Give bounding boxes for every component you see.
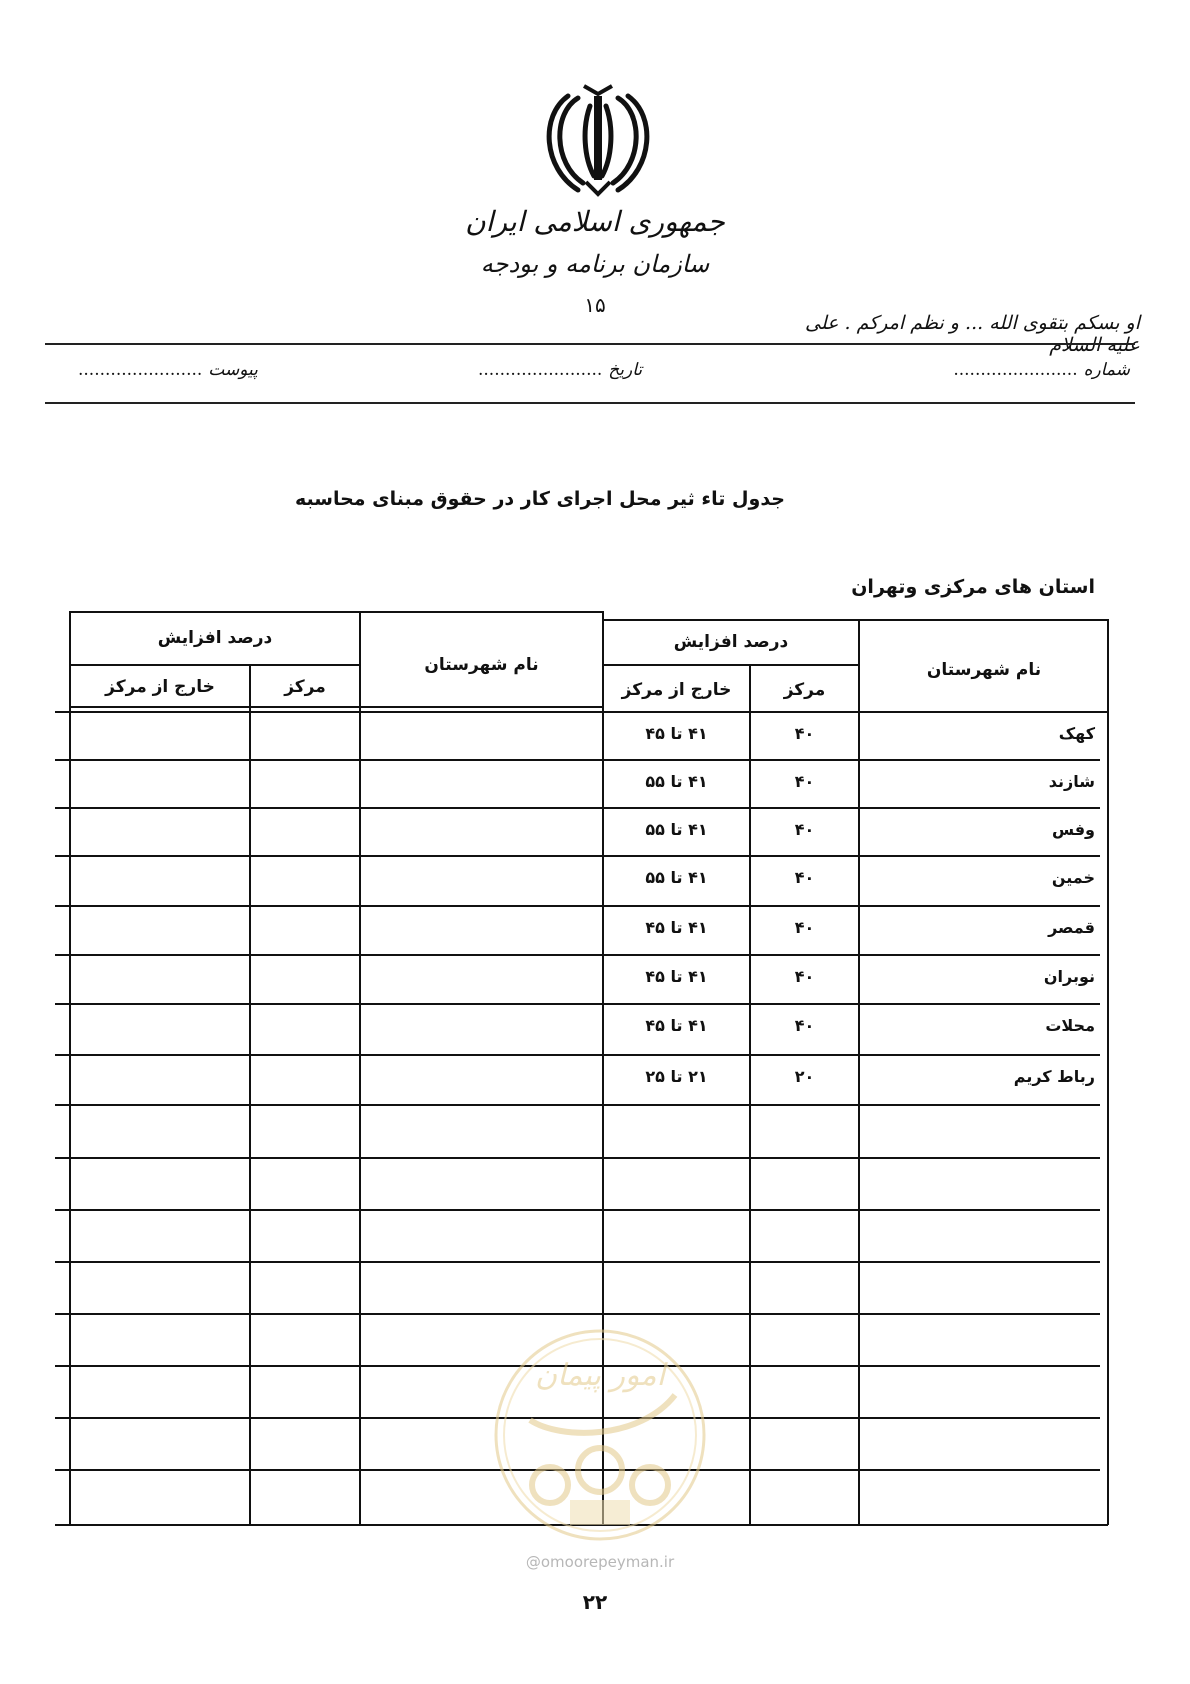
header-divider-top [45,343,1135,345]
center-percent-cell: ۴۰ [794,820,815,839]
page-number: ۲۲ [582,1590,608,1614]
attachment-dots: ....................... [78,360,203,380]
watermark-logo-icon [490,1325,710,1545]
number-label: شماره [1083,360,1130,380]
outside-percent-cell: ۴۱ تا ۴۵ [645,724,708,743]
header-center-left: مرکز [284,677,326,697]
country-name: جمهوری اسلامی ایران [465,205,725,238]
county-name-cell: رباط کریم [1013,1067,1095,1086]
number-dots: ....................... [953,360,1078,380]
outside-percent-cell: ۴۱ تا ۵۵ [645,868,708,887]
outside-percent-cell: ۴۱ تا ۵۵ [645,772,708,791]
date-label: تاریخ [608,360,643,380]
header-county-name-right: نام شهرستان [926,660,1042,680]
header-increase-percent-left: درصد افزایش [157,628,273,648]
header-outside-right: خارج از مرکز [621,680,732,700]
province-heading: استان های مرکزی وتهران [851,576,1095,598]
header-number: ۱۵ [584,293,606,317]
center-percent-cell: ۴۰ [794,772,815,791]
center-percent-cell: ۲۰ [794,1067,815,1086]
header-outside-left: خارج از مرکز [105,677,215,697]
center-percent-cell: ۴۰ [794,724,815,743]
county-name-cell: وفس [1051,820,1095,839]
center-percent-cell: ۴۰ [794,1016,815,1035]
attachment-label: پیوست [208,360,258,380]
attachment-field [78,360,258,380]
county-name-cell: خمین [1051,868,1095,887]
outside-percent-cell: ۴۱ تا ۴۵ [645,1016,708,1035]
county-name-cell: شازند [1048,772,1095,791]
number-field [953,360,1130,380]
date-field [478,360,642,380]
county-name-cell: نوبران [1043,967,1095,986]
outside-percent-cell: ۲۱ تا ۲۵ [645,1067,708,1086]
county-name-cell: قمصر [1048,918,1095,937]
handwritten-motto: او بسکم بتقوی الله ... و نظم امرکم . علی علیه السلام [805,312,1140,356]
outside-percent-cell: ۴۱ تا ۴۵ [645,967,708,986]
center-percent-cell: ۴۰ [794,918,815,937]
watermark-website: @omoorepeyman.ir [525,1553,675,1571]
county-name-cell: کهک [1058,724,1095,743]
date-dots: ....................... [478,360,603,380]
county-name-cell: محلات [1045,1016,1095,1035]
header-increase-percent-right: درصد افزایش [673,632,789,652]
header-county-name-left: نام شهرستان [424,655,539,675]
outside-percent-cell: ۴۱ تا ۵۵ [645,820,708,839]
center-percent-cell: ۴۰ [794,967,815,986]
organization-name: سازمان برنامه و بودجه [480,250,710,278]
national-emblem-icon [538,78,658,198]
center-percent-cell: ۴۰ [794,868,815,887]
outside-percent-cell: ۴۱ تا ۴۵ [645,918,708,937]
header-divider-bottom [45,402,1135,404]
watermark-logo-text: امور پیمان [535,1358,665,1393]
header-center-right: مرکز [783,680,826,700]
document-title: جدول تاء ثیر محل اجرای کار در حقوق مبنای محاسبه [294,488,785,510]
